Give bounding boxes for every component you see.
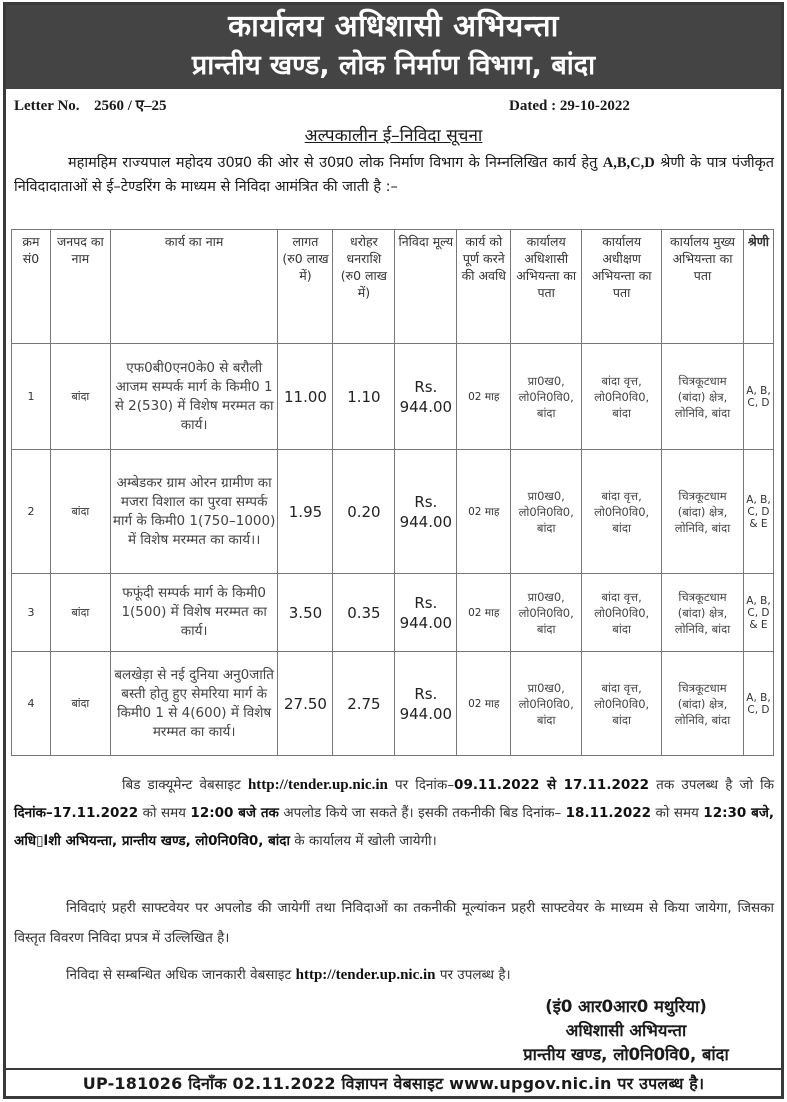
cell-ee-address: प्रा0ख0, लो0नि0वि0, बांदा — [511, 344, 582, 450]
cell-cost: 1.95 — [278, 450, 333, 574]
cell-district: बांदा — [50, 652, 110, 756]
cell-deposit: 2.75 — [333, 652, 395, 756]
cell-period: 02 माह — [457, 344, 511, 450]
bid-schedule-paragraph — [14, 771, 774, 855]
cell-category: A, B, C, D — [743, 344, 773, 450]
table-row — [12, 344, 774, 450]
text: पर उपलब्ध है। — [435, 967, 511, 983]
letter-info — [14, 93, 774, 119]
signatory-designation: अधिशासी अभियन्ता — [565, 1021, 687, 1040]
text: पर दिनांक– — [387, 777, 455, 793]
table-header-row — [12, 230, 774, 344]
col-header-period: कार्य को पूर्ण करने की अवधि — [457, 230, 511, 344]
notice-title-text: अल्पकालीन ई–निविदा सूचना — [304, 126, 483, 146]
cell-sno: 4 — [12, 652, 51, 756]
cell-fee: Rs. 944.00 — [395, 344, 457, 450]
col-header-cost: लागत (रु0 लाख में) — [278, 230, 333, 344]
cell-se-address: बांदा वृत्त, लो0नि0वि0, बांदा — [582, 574, 662, 652]
cell-category: A, B, C, D — [743, 652, 773, 756]
cell-district: बांदा — [50, 344, 110, 450]
cell-se-address: बांदा वृत्त, लो0नि0वि0, बांदा — [582, 450, 662, 574]
text: निविदा से सम्बन्धित अधिक जानकारी वेबसाइट — [66, 967, 296, 983]
signature-block — [476, 995, 776, 1067]
intro-paragraph — [14, 151, 774, 199]
cell-deposit: 1.10 — [333, 344, 395, 450]
cell-fee: Rs. 944.00 — [395, 574, 457, 652]
intro-text-before: महामहिम राज्यपाल महोदय उ0प्र0 की ओर से उ0प्र0 लोक निर्माण विभाग के निम्नलिखित कार्य हेतु — [68, 155, 603, 171]
tender-website-link[interactable]: http://tender.up.nic.in — [247, 777, 388, 793]
cell-period: 02 माह — [457, 450, 511, 574]
col-header-se-address: कार्यालय अधीक्षण अभियन्ता का पता — [582, 230, 662, 344]
text: तक उपलब्ध है जो कि — [649, 777, 774, 793]
works-table — [11, 229, 774, 756]
cell-se-address: बांदा वृत्त, लो0नि0वि0, बांदा — [582, 344, 662, 450]
text: अपलोड किये जा सकते हैं। इसकी तकनीकी बिड दिनांक– — [278, 805, 566, 821]
cell-category: A, B, C, D & E — [743, 450, 773, 574]
col-header-ce-address: कार्यालय मुख्य अभियन्ता का पता — [662, 230, 744, 344]
office-header — [6, 5, 781, 89]
signatory-office: प्रान्तीय खण्ड, लो0नि0वि0, बांदा — [523, 1045, 729, 1064]
cell-deposit: 0.20 — [333, 450, 395, 574]
cell-district: बांदा — [50, 574, 110, 652]
cell-work: एफ0बी0एन0के0 से बरौली आजम सम्पर्क मार्ग के किमी0 1 से 2(530) में विशेष मरम्मत का कार्य। — [110, 344, 278, 450]
cell-deposit: 0.35 — [333, 574, 395, 652]
col-header-deposit: धरोहर धनराशि (रु0 लाख में) — [333, 230, 395, 344]
intro-text-after: श्रेणी के पात्र पंजीकृत निविदादाताओं से ई–टेण्डरिंग के माध्यम से निविदा आमंत्रित की जाती है :– — [14, 155, 774, 195]
cell-se-address: बांदा वृत्त, लो0नि0वि0, बांदा — [582, 652, 662, 756]
cell-sno: 2 — [12, 450, 51, 574]
col-header-category: श्रेणी — [743, 230, 773, 344]
tender-website-link-2[interactable]: http://tender.up.nic.in — [295, 967, 436, 983]
letter-label: Letter No. — [14, 98, 80, 114]
cell-district: बांदा — [50, 450, 110, 574]
text: बिड डाक्यूमेन्ट वेबसाइट — [122, 777, 248, 793]
evaluation-text: निविदाएं प्रहरी साफ्टवेयर पर अपलोड की जायेगीं तथा निविदाओं का तकनीकी मूल्यांकन प्रहरी साफ्टवेयर के माध्यम से किया जायेगा, जिसका विस्तृत विवरण निविदा प्रपत्र में उल्लिखित है। — [14, 900, 774, 946]
bid-date-range: 09.11.2022 से 17.11.2022 — [454, 777, 650, 793]
cell-cost: 27.50 — [278, 652, 333, 756]
table-row — [12, 652, 774, 756]
cell-work: फफूंदी सम्पर्क मार्ग के किमी0 1(500) में विशेष मरम्मत का कार्य। — [110, 574, 278, 652]
technical-bid-date: 18.11.2022 — [565, 805, 652, 821]
cell-work: अम्बेडकर ग्राम ओरन ग्रामीण का मजरा विशाल का पुरवा सम्पर्क मार्ग के किमी0 1(750–1000) में विशेष मरम्मत का कार्य।। — [110, 450, 278, 574]
text: को समय — [651, 805, 704, 821]
cell-period: 02 माह — [457, 652, 511, 756]
col-header-district: जनपद का नाम — [50, 230, 110, 344]
cell-ee-address: प्रा0ख0, लो0नि0वि0, बांदा — [511, 450, 582, 574]
upload-deadline-date: दिनांक–17.11.2022 — [14, 805, 139, 821]
more-info-paragraph — [14, 961, 774, 989]
cell-cost: 3.50 — [278, 574, 333, 652]
cell-ce-address: चित्रकूटधाम (बांदा) क्षेत्र, लोनिवि, बांदा — [662, 652, 744, 756]
table-row — [12, 450, 774, 574]
advertisement-footer: UP-181026 दिनाँक 02.11.2022 विज्ञापन वेबसाइट www.upgov.nic.in पर उपलब्ध है। — [6, 1068, 781, 1096]
table-row — [12, 574, 774, 652]
col-header-work: कार्य का नाम — [110, 230, 278, 344]
cell-work: बलखेड़ा से नई दुनिया अनु0जाति बस्ती होतु हुए सेमरिया मार्ग के किमी0 1 से 4(600) में विशेष मरम्मत का कार्य। — [110, 652, 278, 756]
cell-ce-address: चित्रकूटधाम (बांदा) क्षेत्र, लोनिवि, बांदा — [662, 574, 744, 652]
cell-period: 02 माह — [457, 574, 511, 652]
technical-bid-time-place: 12:30 बजे, अधि▯اशी अभियन्ता, प्रान्तीय खण्ड, लो0नि0वि0, बांदा — [14, 805, 774, 849]
upload-deadline-time: 12:00 बजे तक — [190, 805, 279, 821]
tender-notice — [3, 2, 784, 1099]
office-title: कार्यालय अधिशासी अभियन्ता — [228, 9, 559, 44]
office-subtitle: प्रान्तीय खण्ड, लोक निर्माण विभाग, बांदा — [191, 50, 596, 81]
letter-number: 2560 / ए–25 — [94, 98, 167, 114]
text: को समय — [138, 805, 191, 821]
letter-date: Dated : 29-10-2022 — [509, 98, 630, 114]
cell-sno: 1 — [12, 344, 51, 450]
cell-ce-address: चित्रकूटधाम (बांदा) क्षेत्र, लोनिवि, बांदा — [662, 344, 744, 450]
text: के कार्यालय में खोली जायेगी। — [289, 833, 437, 849]
cell-ee-address: प्रा0ख0, लो0नि0वि0, बांदा — [511, 652, 582, 756]
cell-cost: 11.00 — [278, 344, 333, 450]
evaluation-paragraph — [14, 893, 774, 953]
cell-sno: 3 — [12, 574, 51, 652]
col-header-sno: क्रम सं0 — [12, 230, 51, 344]
cell-ce-address: चित्रकूटधाम (बांदा) क्षेत्र, लोनिवि, बांदा — [662, 450, 744, 574]
intro-classes: A,B,C,D — [602, 155, 655, 171]
signatory-name: (इं0 आर0आर0 मथुरिया) — [545, 997, 707, 1016]
cell-fee: Rs. 944.00 — [395, 652, 457, 756]
col-header-fee: निविदा मूल्य — [395, 230, 457, 344]
cell-fee: Rs. 944.00 — [395, 450, 457, 574]
cell-ee-address: प्रा0ख0, लो0नि0वि0, बांदा — [511, 574, 582, 652]
cell-category: A, B, C, D & E — [743, 574, 773, 652]
notice-title — [6, 125, 781, 147]
col-header-ee-address: कार्यालय अधिशासी अभियन्ता का पता — [511, 230, 582, 344]
